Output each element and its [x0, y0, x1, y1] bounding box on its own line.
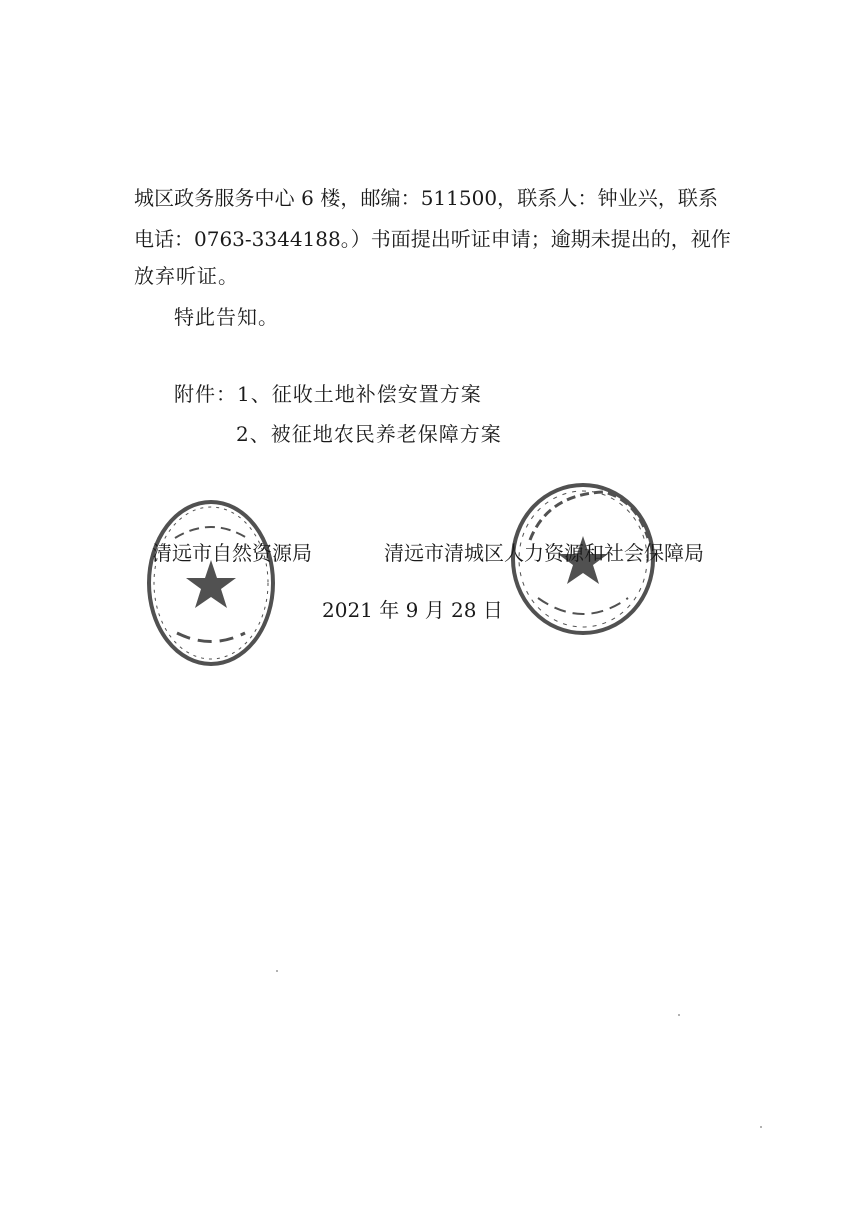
paragraph-line-3: 放弃听证。 — [134, 264, 239, 288]
attachment-item-2: 2、被征地农民养老保障方案 — [236, 422, 502, 446]
signature-left: 清远市自然资源局 — [152, 541, 312, 565]
attachment-item-1: 1、征收土地补偿安置方案 — [237, 382, 482, 406]
signature-right: 清远市清城区人力资源和社会保障局 — [384, 541, 704, 565]
attachments-label — [174, 382, 482, 406]
seal-graphic — [145, 498, 277, 668]
closing-text: 特此告知。 — [174, 305, 279, 329]
attachments-prefix: 附件： — [174, 382, 237, 406]
paragraph-line-2: 电话：0763-3344188。）书面提出听证申请；逾期未提出的，视作 — [134, 227, 731, 251]
scan-speck — [276, 970, 278, 972]
scan-speck — [678, 1014, 680, 1016]
scan-speck — [760, 1126, 762, 1128]
left-official-seal — [145, 498, 277, 668]
issue-date: 2021 年 9 月 28 日 — [322, 598, 503, 622]
paragraph-line-1: 城区政务服务中心 6 楼，邮编：511500，联系人：钟业兴，联系 — [134, 186, 718, 210]
